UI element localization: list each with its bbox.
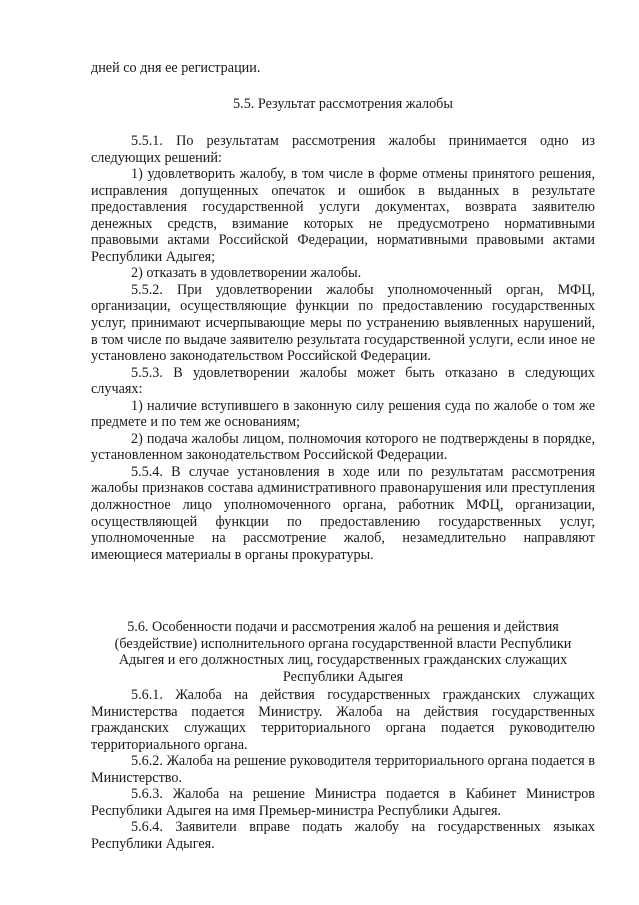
section-5-6-heading-line-1: 5.6. Особенности подачи и рассмотрения жалоб на решения и действия [127,619,559,635]
list-item-5-5-1-1: 1) удовлетворить жалобу, в том числе в форме отмены принятого решения, исправления допущенных опечаток и ошибок в выданных в результате предоставления государственной услуги документах, возврата заявителю денежных средств, взимание которых не предусмотрено нормативными правовыми актами Российской Федерации, нормативными правовыми актами Республики Адыгея; [91,166,595,265]
paragraph-5-6-1: 5.6.1. Жалоба на действия государственных гражданских служащих Министерства подается Министру. Жалоба на действия государственных гражданских служащих территориального органа подается руководителю территориального органа. [91,687,595,753]
paragraph-5-5-4: 5.5.4. В случае установления в ходе или по результатам рассмотрения жалобы признаков состава административного правонарушения или преступления должностное лицо уполномоченного органа, работник МФЦ, организации, осуществляющей функции по предоставлению государственных услуг, уполномоченные на рассмотрение жалоб, незамедлительно направляют имеющиеся материалы в органы прокуратуры. [91,463,595,563]
section-5-5-body [91,133,595,563]
paragraph-5-5-2: 5.5.2. При удовлетворении жалобы уполномоченный орган, МФЦ, организации, осуществляющие функции по предоставлению государственных услуг, принимают исчерпывающие меры по устранению выявленных нарушений, в том числе по выдаче заявителю результата государственной услуги, если иное не установлено законодательством Российской Федерации. [91,281,595,365]
paragraph-5-5-3: 5.5.3. В удовлетворении жалобы может быть отказано в следующих случаях: [91,364,595,398]
section-5-6-heading-line-3: Адыгея и его должностных лиц, государственных гражданских служащих [118,652,568,669]
paragraph-5-6-2: 5.6.2. Жалоба на решение руководителя территориального органа подается в Министерство. [91,753,595,786]
list-item-5-5-1-2: 2) отказать в удовлетворении жалобы. [131,265,362,282]
paragraph-5-6-3: 5.6.3. Жалоба на решение Министра подается в Кабинет Министров Республики Адыгея на имя Премьер-министра Республики Адыгея. [91,786,595,819]
list-item-5-5-3-2: 2) подача жалобы лицом, полномочия которого не подтверждены в порядке, установленном законодательством Российской Федерации. [91,430,595,464]
paragraph-5-6-4: 5.6.4. Заявители вправе подать жалобу на государственных языках Республики Адыгея. [91,819,595,852]
section-5-6-heading [91,619,595,685]
paragraph-5-5-1: 5.5.1. По результатам рассмотрения жалобы принимается одно из следующих решений: [91,133,595,166]
section-5-6-body [91,687,595,852]
section-5-6-heading-line-4: Республики Адыгея [282,668,404,685]
section-5-5-heading: 5.5. Результат рассмотрения жалобы [233,96,453,112]
continuation-line: дней со дня ее регистрации. [91,60,261,76]
section-5-6-heading-line-2: (бездействие) исполнительного органа государственной власти Республики [114,635,572,652]
list-item-5-5-3-1: 1) наличие вступившего в законную силу решения суда по жалобе о том же предмете и по тем же основаниям; [91,397,595,431]
